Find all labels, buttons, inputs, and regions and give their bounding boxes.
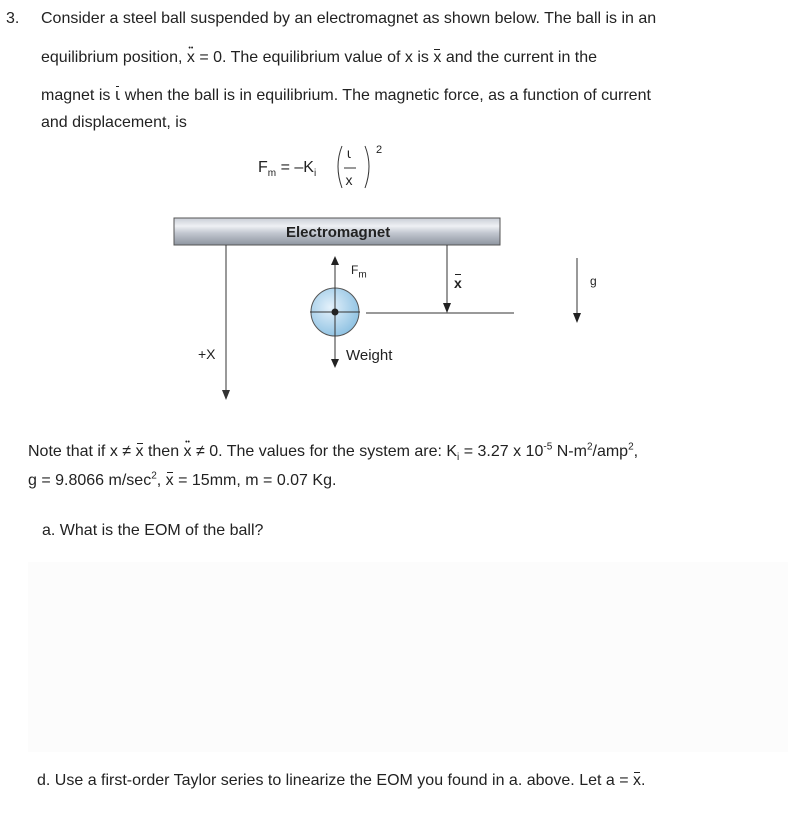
fm-arrowhead xyxy=(331,256,339,265)
force-equation-denominator: x xyxy=(345,172,353,188)
electromagnet-label: Electromagnet xyxy=(286,224,391,241)
note-line-1: Note that if x ≠ x then •• x ≠ 0. The values for the system are: $K_i = 3.27$ x $10^{-5}$ $N-m^2/amp^2$, xyxy=(28,442,638,462)
gravity-arrowhead xyxy=(573,313,581,323)
force-equation-power: 2 xyxy=(376,144,383,156)
problem-line-3: magnet is ι when the ball is in equilibrium. The magnetic force, as a function of current xyxy=(41,85,651,104)
part-d-question: d. Use a first-order Taylor series to linearize the EOM you found in a. above. Let a = x. xyxy=(37,772,646,789)
i-bar: ι xyxy=(114,85,121,104)
plus-x-label: +X xyxy=(198,346,216,362)
x-bar-label: x xyxy=(454,275,462,291)
answer-area xyxy=(28,562,788,752)
weight-label: Weight xyxy=(346,347,393,364)
ball-center-dot xyxy=(332,309,339,316)
problem-line-1: Consider a steel ball suspended by an electromagnet as shown below. The ball is in an xyxy=(41,10,657,27)
weight-arrowhead xyxy=(331,359,339,368)
x-bar-arrowhead xyxy=(443,303,451,313)
note-line-2: g = 9.8066 $m/\sec^2$, x = 15mm, m = 0.07 Kg. xyxy=(28,470,337,489)
fm-label: $F_m$ xyxy=(351,263,367,281)
force-equation-lhs: $F_m = -K_i$ xyxy=(258,159,317,180)
problem-number: 3. xyxy=(6,10,20,27)
x-double-dot: •• x xyxy=(187,48,195,68)
right-paren xyxy=(365,146,369,188)
force-equation-numerator: ι xyxy=(346,147,352,162)
left-paren xyxy=(338,146,342,188)
plus-x-arrowhead xyxy=(222,390,230,400)
g-label: g xyxy=(590,274,597,288)
x-bar: x xyxy=(433,49,442,66)
part-a-question: a. What is the EOM of the ball? xyxy=(42,522,264,539)
problem-line-2: equilibrium position, •• x = 0. The equilibrium value of x is x and the current in the xyxy=(41,48,597,68)
problem-line-4: and displacement, is xyxy=(41,114,187,131)
